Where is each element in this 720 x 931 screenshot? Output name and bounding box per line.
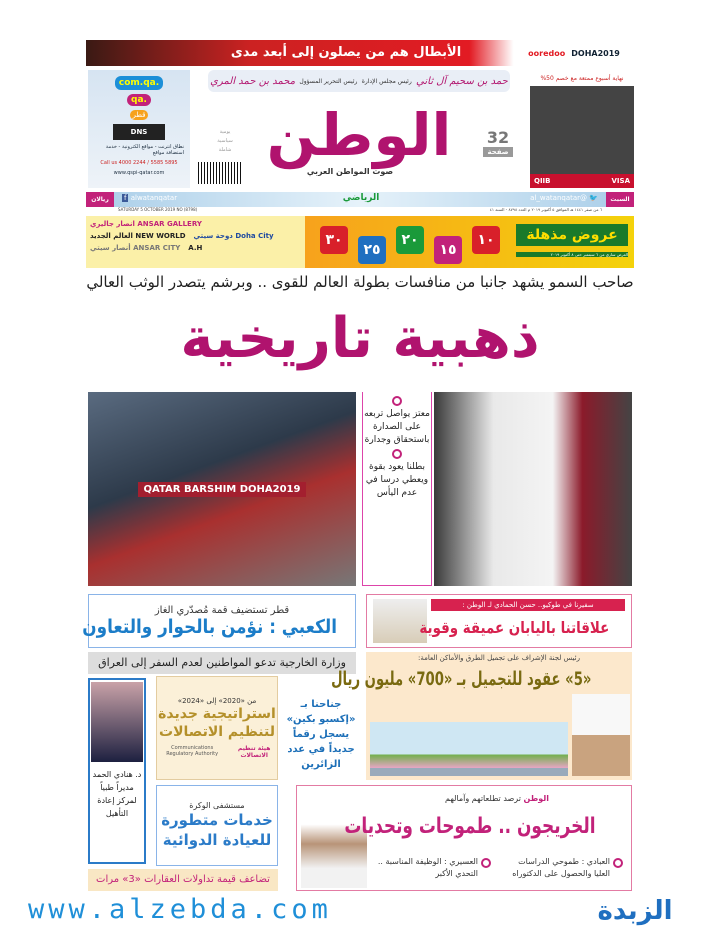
quote [503,856,623,880]
twitter-handle[interactable] [530,194,598,202]
editor-signature: محمد بن حمد المري [210,75,296,87]
banner-slogan: الأبطال هم من يصلون إلى أبعد مدى [230,45,462,60]
store-logo: أنصار سيتي ANSAR CITY [90,244,181,252]
hanadi-photo [91,682,143,762]
emir-photo [434,392,632,586]
kicker: سفيرنا في طوكيو.. حسن الحمادي لـ الوطن : [431,599,625,611]
masthead-names [208,70,510,92]
store-logo: العالم الجديد NEW WORLD [90,232,186,240]
ad-phone: Call us 4000 2244 / 5585 5895 [100,160,178,166]
story-kaabi[interactable] [82,594,356,648]
tag: سياسية [217,138,233,144]
story-japan[interactable] [366,594,632,648]
lead-subhead: صاحب السمو يشهد جانبا من منافسات بطولة العالم للقوى .. وبرشم يتصدر الوثب العالي [86,273,634,291]
page-count [480,128,516,157]
section-name: الرياضي [342,193,380,203]
section-strip [86,192,634,207]
ad-product: DNS [113,124,166,140]
sponsor-name: ooredoo [528,48,566,58]
story-hanadi[interactable] [88,678,146,864]
store-logo: دوحة سيتي Doha City [193,232,274,240]
discount-tag: ٢٥ [358,236,386,264]
quote-text: العبادي : طموحي الدراسات العليا والحصول على الدكتوراه [512,857,610,878]
org-en: Communications Regulatory Authority [166,745,219,757]
headline: خدمات متطورة للعيادة الدوائية [161,811,273,849]
kicker: رئيس لجنة الإشراف على تجميل الطرق والأماكن العامة: [417,654,580,662]
newspaper-logo: الوطن [266,101,452,169]
headline: الكعبي : نؤمن بالحوار والتعاون [82,615,338,638]
page-label: صفحة [483,147,512,157]
price-label: ريالان [86,192,114,207]
quote-text: العسيري : الوظيفة المناسبة .. التحدي الأكبر [377,857,478,878]
card-brand: VISA [611,177,630,185]
offers-ad[interactable] [86,216,634,268]
ad-domain: .qa [127,94,151,106]
date-english: SATURDAY 5 OCTOBER 2019 NO (8798) [118,207,198,212]
bullet-icon [481,858,491,868]
right-ad[interactable] [530,70,634,188]
headline: استراتيجية جديدة لتنظيم الاتصالات [158,706,276,740]
org-ar: هيئة تنظيم الاتصالات [237,745,271,759]
ad-footer [530,174,634,188]
left-ad[interactable] [88,70,190,188]
kicker: قطر تستضيف قمة مُصدّري الغاز [154,604,290,616]
tag: شاملة [218,147,232,153]
headline: «5» عقود للتجميل بـ «700» مليون ريال [331,668,592,690]
ad-text: نطاق انترنت - مواقع الكترونية - خدمة استضافة مواقع [105,144,184,156]
quote [373,856,491,880]
ad-domain: .com.qa [115,76,163,90]
kicker-text: ترصد تطلعاتهم وآمالهم [445,794,521,803]
facebook-handle[interactable] [122,194,177,202]
barshim-photo [88,392,356,586]
barcode [198,162,242,184]
story-graduates[interactable] [296,785,632,891]
story-communications[interactable] [156,676,278,780]
story-iraq[interactable]: وزارة الخارجية تدعو المواطنين لعدم السفر إلى العراق [88,652,356,674]
story-wakra[interactable] [156,785,278,866]
headline: الخريجون .. طموحات وتحديات [344,814,596,839]
headline: علاقاتنا باليابان عميقة وقوية [419,618,610,637]
store-logo: انصار جاليري ANSAR GALLERY [90,220,202,228]
facebook-text: alwatanqatar [130,194,178,202]
store-logo: A.H [188,244,203,252]
caption: د. هنادي الحمد مديراً طبياً لمركز إعادة التأهيل [92,770,142,818]
city-illustration [370,722,568,776]
ad-badge: قطر [130,110,149,120]
twitter-icon: 🐦 [589,194,598,202]
lead-headline: ذهبية تاريخية [180,305,540,371]
cra-logo [157,745,277,759]
discount-tag: ٣٠ [320,226,348,254]
official-photo [572,694,630,776]
tag: يومية [219,129,231,135]
bullet-icon [613,858,623,868]
bank-name: QIIB [534,177,551,185]
site-url[interactable]: www.alzebda.com [28,894,332,925]
discount-tag: ٢٠ [396,226,424,254]
offer-period: العرض ساري من ٦ سبتمبر حتى ٨ أكتوبر ٢٠١٩ [516,252,628,257]
logo-slogan: صوت المواطن العربي [306,167,394,176]
discount-tag: ١٠ [472,226,500,254]
story-expo[interactable]: جناحنا بـ «إكسبو بكين» يسجل رقماً جديداً في عدد الزائرين [286,698,356,770]
brand: الوطن [523,794,549,803]
kicker [369,794,625,803]
bullet-icon [392,449,402,459]
ad-title: نهاية أسبوع ممتعة مع خصم 50% [530,70,634,86]
ad-web: www.qspi-qatar.com [113,170,165,176]
story-contracts[interactable] [331,652,632,780]
facebook-icon: f [124,194,127,202]
caption: معتز يواصل تربعه على الصدارة باستحقاق وجدارة [364,409,430,445]
twitter-text: @al_watanqatar [530,194,588,202]
event-name: DOHA2019 [571,48,620,58]
top-banner-ad[interactable] [86,40,634,66]
offer-title: عروض مذهلة [516,224,628,246]
zebda-logo: الزبدة [597,896,673,926]
daily-tags [210,128,240,155]
chairman-label: رئيس مجلس الإدارة [361,77,412,85]
story-realty[interactable]: تضاعف قيمة تداولات العقارات «3» مرات [88,869,278,891]
editor-label: رئيس التحرير المسؤول [299,77,358,85]
kicker: مستشفى الوكرة [189,801,245,810]
banner-sponsor [518,44,630,62]
bullet-icon [392,396,402,406]
day-label: السبت [606,192,634,207]
chairman-signature: حمد بن سحيم آل ثاني [416,75,508,87]
caption: بطلنا يعود بقوة ويعطي درسا في عدم اليأس [365,462,429,498]
photo-captions [362,392,432,586]
discount-tag: ١٥ [434,236,462,264]
dateline [86,207,634,212]
page-number: 32 [486,128,510,147]
kicker: من «2020» إلى «2024» [177,697,257,705]
photo-jersey-text: QATAR BARSHIM DOHA2019 [138,482,307,497]
date-arabic: ٦ من صفر ١٤٤١ هـ الموافق ٥ أكتوبر ٢٠١٩ م العدد ٨٧٩٨ - السنة ٤١ [489,207,602,212]
